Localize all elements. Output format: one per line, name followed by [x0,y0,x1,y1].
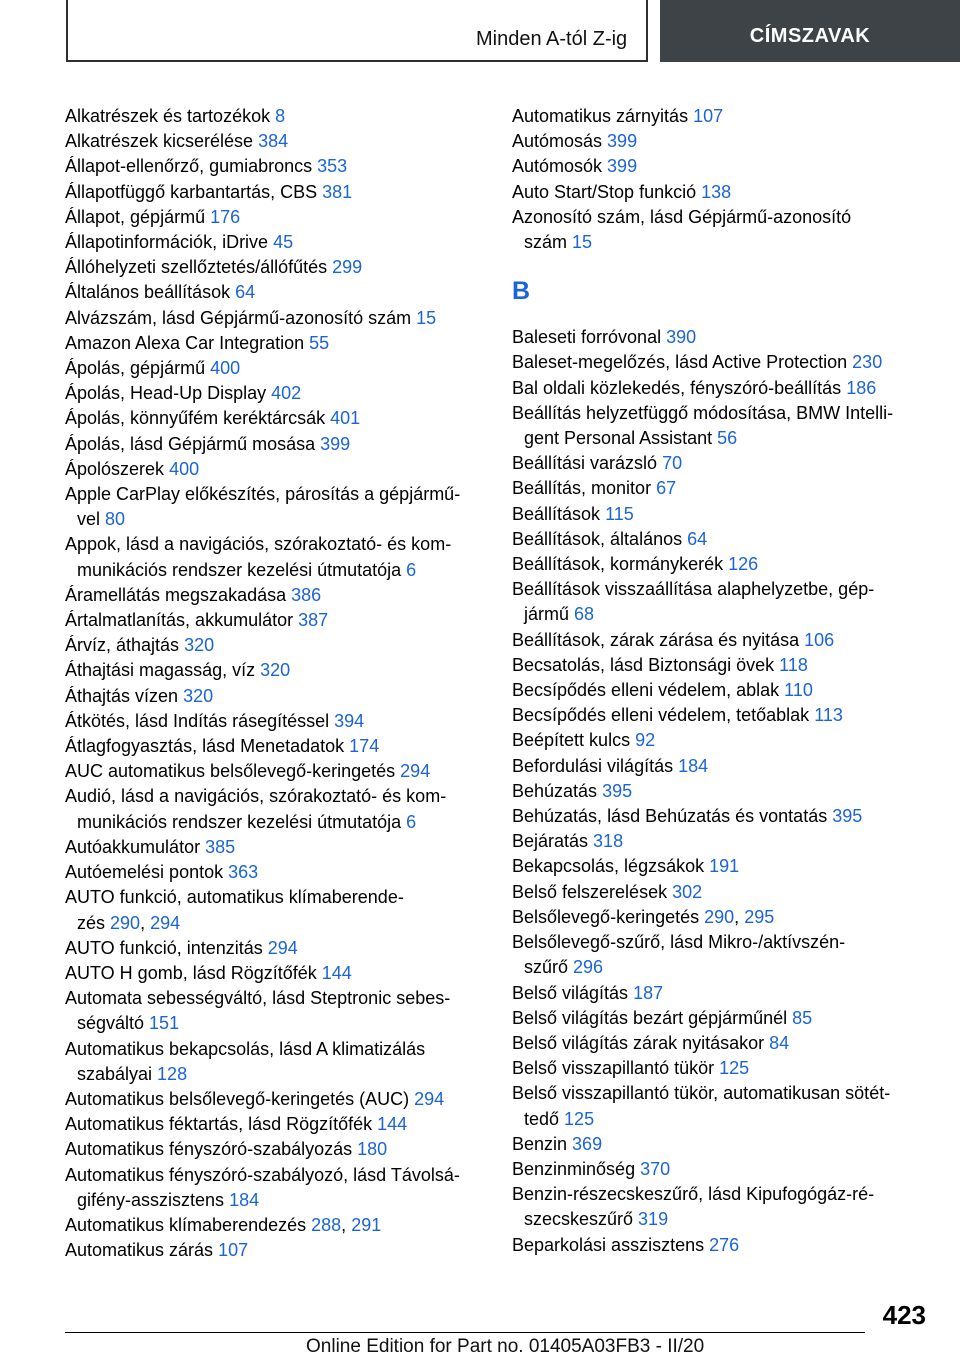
index-entry [65,986,485,1036]
index-entry [512,180,922,205]
page-reference-link[interactable]: 294 [267,937,298,958]
index-entry [65,860,485,885]
index-entry-text: Automatikus klímaberendezés [65,1214,312,1235]
index-entry [512,1031,922,1056]
index-entry-text: AUC automatikus belsőlevegő-keringetés [65,761,401,782]
index-group-b [512,325,922,1258]
page-reference-link[interactable]: 144 [321,962,352,983]
page-reference-link[interactable]: 394 [334,710,365,731]
index-entry-text: Bekapcsolás, légzsákok [512,856,710,877]
page-reference-link[interactable]: 294 [150,912,181,933]
index-entry-text: Auto Start/Stop funkció [512,181,702,202]
index-entry-text: Appok, lásd a navigációs, szórakoztató- és kom- [65,534,452,555]
page-reference-link[interactable]: 399 [320,433,351,454]
index-entry-text: Általános beállítások [65,282,236,303]
index-entry-text: Belső visszapillantó tükör [512,1058,720,1079]
index-entry [65,331,485,356]
index-entry-text: Állapot, gépjármű [65,206,211,227]
page-reference-link[interactable]: 290 [110,912,141,933]
page-reference-link[interactable]: 395 [832,806,863,827]
index-entry [512,779,922,804]
index-entry-text: Becsípődés elleni védelem, ablak [512,680,785,701]
index-entry-text: Autóemelési pontok [65,862,229,883]
page-reference-link[interactable]: 80 [105,509,126,530]
index-entry [512,154,922,179]
page-reference-link[interactable]: 128 [157,1063,188,1084]
index-entry [65,658,485,683]
index-entry-text: zés [77,912,111,933]
index-entry [512,552,922,577]
index-entry-text: Beállítások, kormánykerék [512,554,729,575]
index-entry-text: Benzinminőség [512,1158,641,1179]
page-reference-link[interactable]: 113 [814,705,843,726]
index-entry [65,154,485,179]
index-entry-text: Benzin [512,1133,573,1154]
index-entry-text: Alkatrészek kicserélése [65,131,259,152]
index-entry [65,432,485,457]
index-entry-text: szám [524,232,573,253]
index-entry [512,1006,922,1031]
index-entry-text: Automatikus fényszóró-szabályozó, lásd Távolsá- [65,1164,460,1185]
index-entry-text: gent Personal Assistant [524,428,718,449]
index-entry [512,880,922,905]
index-entry-text: Behúzatás, lásd Behúzatás és vontatás [512,806,833,827]
page-reference-link[interactable]: 387 [298,610,329,631]
index-entry-text: Apple CarPlay előkészítés, párosítás a gépjármű- [65,484,461,505]
page-reference-link[interactable]: 125 [564,1108,595,1129]
index-entry [65,306,485,331]
index-entry-text: gifény-asszisztens [77,1189,230,1210]
index-entry [65,1087,485,1112]
index-entry [65,961,485,986]
index-entry [512,981,922,1006]
page-reference-link[interactable]: 138 [701,181,732,202]
index-entry-text: Állapot-ellenőrző, gumiabroncs [65,156,318,177]
index-entry [65,936,485,961]
index-entry [65,1037,485,1087]
page-reference-link[interactable]: 107 [218,1240,249,1261]
index-entry-text: Belsőlevegő-szűrő, lásd Mikro-/aktívszén- [512,932,846,953]
index-entry [65,129,485,154]
index-entry-text: AUTO funkció, intenzitás [65,937,268,958]
index-entry-text: Becsípődés elleni védelem, tetőablak [512,705,815,726]
index-entry-text: Automatikus féktartás, lásd Rögzítőfék [65,1114,378,1135]
index-entry [512,1132,922,1157]
index-group-a-continued [512,104,922,255]
page-reference-link[interactable]: 276 [709,1234,740,1255]
page-reference-link[interactable]: 151 [149,1013,180,1034]
index-entry [512,1056,922,1081]
page-reference-link[interactable]: 320 [184,635,215,656]
index-entry-text: jármű [524,604,575,625]
page-reference-link[interactable]: 15 [572,232,593,253]
index-entry: Belsőlevegő-keringetés 290, 295 [512,906,775,927]
index-entry-text: Belső világítás zárak nyitásakor [512,1032,770,1053]
page-reference-link[interactable]: 294 [400,761,431,782]
page-reference-link[interactable]: 386 [291,584,322,605]
index-entry [512,754,922,779]
index-entry-text: tedő [524,1108,565,1129]
index-entry-text: AUTO H gomb, lásd Rögzítőfék [65,962,322,983]
index-entry [512,829,922,854]
index-entry [512,804,922,829]
index-entry [512,628,922,653]
index-entry [512,205,922,255]
index-entry [65,280,485,305]
index-entry [65,684,485,709]
page-reference-link[interactable]: 174 [349,736,380,757]
index-entry-text: Beállítások, zárak zárása és nyitása [512,629,805,650]
page-reference-link[interactable]: 320 [183,685,214,706]
footer-divider [65,1332,865,1333]
index-entry-text: Állapotfüggő karbantartás, CBS [65,181,323,202]
page-reference-link[interactable]: 56 [717,428,738,449]
page-reference-link[interactable]: 294 [414,1088,445,1109]
index-entry-text: Ápolószerek [65,458,170,479]
index-entry [512,678,922,703]
index-entry [512,476,922,501]
index-entry-text: szűrő [524,957,574,978]
index-entry [512,854,922,879]
page-reference-link[interactable]: 84 [769,1032,790,1053]
index-entry [65,1137,485,1162]
page-reference-link[interactable]: 401 [330,408,361,429]
index-entry [512,930,922,980]
page-reference-link[interactable]: 176 [210,206,241,227]
index-entry-text: szabályai [77,1063,158,1084]
index-entry-text: Beállítások, általános [512,528,688,549]
page-reference-link[interactable]: 126 [728,554,759,575]
index-entry-text: Beállítás, monitor [512,478,657,499]
index-entry [65,734,485,759]
index-entry-text: Automatikus fényszóró-szabályozás [65,1139,358,1160]
index-entry-text: Belső világítás bezárt gépjárműnél [512,1007,793,1028]
index-entry-text: Áthajtási magasság, víz [65,660,261,681]
index-entry-text: Beállítás helyzetfüggő módosítása, BMW Intelli- [512,402,894,423]
page-reference-link[interactable]: 184 [678,755,709,776]
index-entry-text: ségváltó [77,1013,150,1034]
index-entry-text: Alkatrészek és tartozékok [65,106,276,126]
page-reference-link[interactable]: 191 [709,856,740,877]
page-reference-link[interactable]: 144 [377,1114,408,1135]
page-reference-link[interactable]: 118 [779,654,808,675]
page-reference-link[interactable]: 395 [602,780,633,801]
index-entry-text: Belsőlevegő-keringetés [512,906,705,927]
index-entry-text: Beparkolási asszisztens [512,1234,710,1255]
footer-edition: Online Edition for Part no. 01405A03FB3 - II/20 [306,1336,705,1357]
page-reference-link[interactable]: 302 [672,881,703,902]
index-entry [512,1182,922,1232]
page-reference-link[interactable]: 6 [406,811,417,832]
index-entry-text: Alvázszám, lásd Gépjármű-azonosító szám [65,307,417,328]
page-reference-link[interactable]: 55 [309,332,330,353]
index-entry [512,451,922,476]
index-entry-text: Átlagfogyasztás, lásd Menetadatok [65,736,350,757]
page-reference-link[interactable]: 319 [638,1209,669,1230]
index-entry [512,527,922,552]
index-entry [65,1112,485,1137]
index-entry [65,835,485,860]
page-reference-link[interactable]: 381 [322,181,353,202]
index-entry-text: Beállítások [512,503,606,524]
index-entry [512,1233,922,1258]
page-reference-link[interactable]: 15 [416,307,437,328]
page-reference-link[interactable]: 64 [687,528,708,549]
page-reference-link[interactable]: 370 [640,1158,671,1179]
page-reference-link[interactable]: 6 [406,559,417,580]
index-entry [512,577,922,627]
page-reference-link[interactable]: 402 [271,383,302,404]
index-entry-text: Audió, lásd a navigációs, szórakoztató- és kom- [65,786,447,807]
index-entry [65,1163,485,1213]
index-entry-text: Automatikus zárnyitás [512,106,694,126]
index-entry [512,502,922,527]
page-reference-link[interactable]: 107 [693,106,724,126]
index-entry-text: Benzin-részecskeszűrő, lásd Kipufogógáz-ré- [512,1184,875,1205]
page-reference-link[interactable]: 288 [311,1214,342,1235]
index-entry-text: Bejáratás [512,831,594,852]
index-entry-text: Autóakkumulátor [65,836,206,857]
index-entry: Automatikus klímaberendezés 288, 291 [65,1214,382,1235]
page-reference-link[interactable]: 187 [633,982,664,1003]
index-entry [65,406,485,431]
page-reference-link[interactable]: 363 [228,862,259,883]
index-entry [512,325,922,350]
page-reference-link[interactable]: 184 [229,1189,260,1210]
index-entry-text: Állóhelyzeti szellőztetés/állófűtés [65,257,333,278]
page-reference-link[interactable]: 320 [260,660,291,681]
page-reference-link[interactable]: 291 [351,1214,382,1235]
page-reference-link[interactable]: 125 [719,1058,750,1079]
page-reference-link[interactable]: 67 [656,478,677,499]
index-entry-text: Beépített kulcs [512,730,636,751]
page-reference-link[interactable]: 230 [852,352,883,373]
index-entry [512,1081,922,1131]
index-entry-text: Állapotinformációk, iDrive [65,232,274,253]
index-entry [65,759,485,784]
index-entry-text: Ápolás, gépjármű [65,358,211,379]
index-entry-text: Ápolás, Head-Up Display [65,383,272,404]
index-entry-text: Ápolás, könnyűfém keréktárcsák [65,408,331,429]
page-reference-link[interactable]: 290 [704,906,735,927]
page-reference-link[interactable]: 299 [332,257,363,278]
index-entry [65,784,485,834]
index-entry [65,633,485,658]
index-entry [512,129,922,154]
index-entry-text: Áramellátás megszakadása [65,584,292,605]
index-entry-text: Beállítási varázsló [512,453,663,474]
page-reference-link[interactable]: 399 [607,156,638,177]
page-reference-link[interactable]: 70 [662,453,683,474]
index-entry-text: Amazon Alexa Car Integration [65,332,310,353]
page-reference-link[interactable]: 353 [317,156,348,177]
index-entry [65,180,485,205]
index-entry [65,457,485,482]
index-column-left [65,104,485,1263]
index-entry [512,1157,922,1182]
index-entry-text: Behúzatás [512,780,603,801]
index-entry [65,230,485,255]
index-entry [512,703,922,728]
page-reference-link[interactable]: 318 [593,831,624,852]
page-reference-link[interactable]: 64 [235,282,256,303]
index-entry-text: szecskeszűrő [524,1209,639,1230]
header-chapter-tab[interactable] [660,0,960,62]
header-chapter-label: CÍMSZAVAK [749,24,871,47]
page-reference-link[interactable]: 8 [275,106,286,126]
index-entry-text: Azonosító szám, lásd Gépjármű-azonosító [512,206,852,227]
page-reference-link[interactable]: 390 [666,327,697,348]
index-entry-text: Belső visszapillantó tükör, automatikusan sötét- [512,1083,891,1104]
page-reference-link[interactable]: 45 [273,232,294,253]
page-reference-link[interactable]: 68 [574,604,595,625]
index-entry-text: Belső felszerelések [512,881,673,902]
page-reference-link[interactable]: 106 [804,629,835,650]
index-entry [65,608,485,633]
index-entry [65,205,485,230]
index-entry [65,104,485,129]
index-entry [65,709,485,734]
index-entry-text: Becsatolás, lásd Biztonsági övek [512,654,780,675]
page-reference-link[interactable]: 92 [635,730,656,751]
index-entry [65,381,485,406]
index-entry-text: vel [77,509,106,530]
index-entry-text: Baleseti forróvonal [512,327,667,348]
index-entry [512,728,922,753]
page-reference-link[interactable]: 296 [573,957,604,978]
page-reference-link[interactable]: 369 [572,1133,603,1154]
index-entry-text: Autómosás [512,131,608,152]
index-entry-text: munikációs rendszer kezelési útmutatója [77,559,407,580]
index-column-right [512,104,922,1258]
index-entry-text: Automatikus belsőlevegő-keringetés (AUC) [65,1088,415,1109]
index-entry-text: Beállítások visszaállítása alaphelyzetbe, gép- [512,579,875,600]
index-entry [65,482,485,532]
index-entry-text: Árvíz, áthajtás [65,635,185,656]
index-entry [512,376,922,401]
index-entry [512,350,922,375]
page-reference-link[interactable]: 110 [784,680,813,701]
index-entry-text: Ápolás, lásd Gépjármű mosása [65,433,321,454]
page-reference-link[interactable]: 115 [605,503,634,524]
page-reference-link[interactable]: 400 [210,358,241,379]
letter-heading-b: B [512,277,531,306]
index-entry-text: Ártalmatlanítás, akkumulátor [65,610,299,631]
page-reference-link[interactable]: 295 [744,906,775,927]
index-entry-text: munikációs rendszer kezelési útmutatója [77,811,407,832]
index-entry [512,653,922,678]
index-entry-text: Átkötés, lásd Indítás rásegítéssel [65,710,335,731]
index-entry-text: Automata sebességváltó, lásd Steptronic sebes- [65,988,451,1009]
page-number: 423 [882,1300,926,1330]
index-entry-text: Baleset-megelőzés, lásd Active Protection [512,352,853,373]
index-entry [65,532,485,582]
page-reference-link[interactable]: 384 [258,131,289,152]
index-entry-text: Automatikus zárás [65,1240,219,1261]
index-entry [65,356,485,381]
index-entry [65,1238,485,1263]
index-entry [512,104,922,129]
page-reference-link[interactable]: 85 [792,1007,813,1028]
index-entry-text: Belső világítás [512,982,634,1003]
page-reference-link[interactable]: 180 [357,1139,388,1160]
index-entry-text: Áthajtás vízen [65,685,184,706]
index-entry-text: Autómosók [512,156,608,177]
index-entry [65,583,485,608]
page-reference-link[interactable]: 399 [607,131,638,152]
index-entry [65,255,485,280]
index-entry-text: Automatikus bekapcsolás, lásd A klimatizálás [65,1038,426,1059]
index-entry: AUTO funkció, automatikus klímaberende- zés 290, 294 [65,887,404,933]
page-reference-link[interactable]: 385 [205,836,236,857]
index-entry [512,401,922,451]
index-entry-text: AUTO funkció, automatikus klímaberende- [65,887,404,908]
header-section-title: Minden A-tól Z-ig [476,28,628,50]
index-entry-text: Bal oldali közlekedés, fényszóró-beállítás [512,377,847,398]
page-reference-link[interactable]: 186 [846,377,877,398]
page-reference-link[interactable]: 400 [169,458,200,479]
index-entry-text: Befordulási világítás [512,755,679,776]
